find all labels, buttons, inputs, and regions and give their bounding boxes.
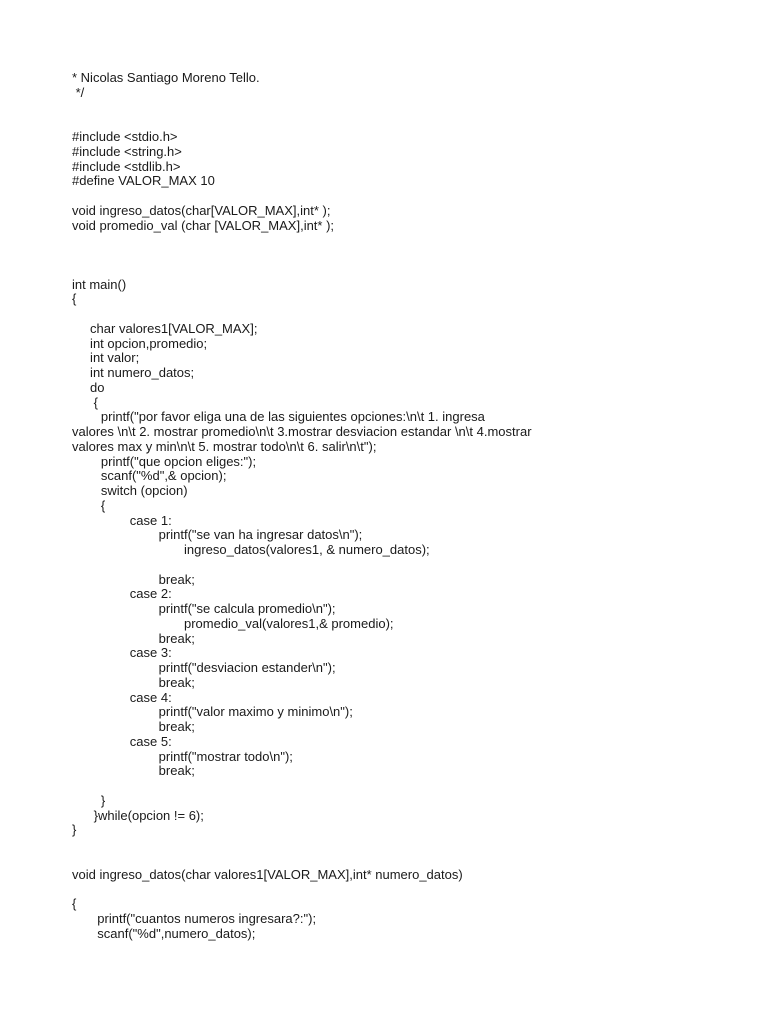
code-line: break;: [72, 630, 195, 646]
code-line: void ingreso_datos(char valores1[VALOR_MAX],int* numero_datos): [72, 866, 463, 882]
code-line: #include <string.h>: [72, 143, 182, 159]
code-line: [72, 853, 762, 868]
code-line: scanf("%d",& opcion);: [72, 468, 227, 484]
code-line: printf("cuantos numeros ingresara?:");: [72, 910, 317, 926]
code-line: break;: [72, 763, 195, 779]
code-line: printf("valor maximo y minimo\n");: [72, 704, 353, 720]
code-line: {: [72, 394, 99, 410]
code-line: scanf("%d",numero_datos);: [72, 925, 256, 941]
code-line: [72, 101, 762, 116]
code-line: printf("que opcion eliges:");: [72, 453, 257, 469]
code-line: [72, 882, 762, 897]
code-line: promedio_val(valores1,& promedio);: [72, 615, 394, 631]
code-line: * Nicolas Santiago Moreno Tello.: [72, 70, 260, 85]
code-line: int valor;: [72, 350, 140, 366]
code-line: printf("se van ha ingresar datos\n");: [72, 527, 363, 543]
code-line: case 2:: [72, 586, 172, 602]
code-line: void promedio_val (char [VALOR_MAX],int* );: [72, 217, 335, 233]
code-line: #include <stdio.h>: [72, 129, 178, 144]
code-line: case 3:: [72, 645, 172, 661]
code-line: int opcion,promedio;: [72, 335, 208, 351]
code-line: void ingreso_datos(char[VALOR_MAX],int* );: [72, 202, 331, 218]
code-line: printf("se calcula promedio\n");: [72, 601, 336, 616]
code-line: [72, 233, 762, 248]
code-line: [72, 189, 762, 204]
code-line: int main(): [72, 276, 127, 292]
code-line: [72, 838, 762, 853]
code-line: }while(opcion != 6);: [72, 807, 204, 823]
code-line: do: [72, 379, 105, 395]
code-line: */: [72, 84, 85, 100]
code-line: case 1:: [72, 512, 172, 528]
code-line: [72, 307, 762, 322]
source-code-block: [72, 71, 762, 941]
code-line: char valores1[VALOR_MAX];: [72, 320, 258, 336]
code-line: valores max y min\n\t 5. mostrar todo\n\t 6. salir\n\t");: [72, 438, 377, 454]
code-line: break;: [72, 571, 195, 587]
code-line: printf("mostrar todo\n");: [72, 748, 293, 764]
code-line: case 5:: [72, 733, 172, 749]
code-line: case 4:: [72, 689, 172, 705]
code-line: ingreso_datos(valores1, & numero_datos);: [72, 542, 430, 557]
code-line: [72, 263, 762, 278]
code-line: [72, 115, 762, 130]
code-line: [72, 779, 762, 794]
code-line: {: [72, 291, 77, 307]
code-line: printf("desviacion estander\n");: [72, 660, 336, 675]
code-line: valores \n\t 2. mostrar promedio\n\t 3.mostrar desviacion estandar \n\t 4.mostrar: [72, 424, 532, 439]
code-line: break;: [72, 719, 195, 734]
code-line: #include <stdlib.h>: [72, 158, 181, 174]
code-line: [72, 558, 762, 573]
code-line: }: [72, 822, 77, 838]
code-line: }: [72, 792, 106, 808]
code-line: {: [72, 497, 106, 513]
code-line: int numero_datos;: [72, 365, 195, 380]
code-line: printf("por favor eliga una de las siguientes opciones:\n\t 1. ingresa: [72, 409, 485, 425]
code-line: break;: [72, 674, 195, 690]
code-line: {: [72, 896, 77, 911]
code-line: [72, 248, 762, 263]
code-line: #define VALOR_MAX 10: [72, 173, 215, 189]
code-line: switch (opcion): [72, 483, 188, 498]
